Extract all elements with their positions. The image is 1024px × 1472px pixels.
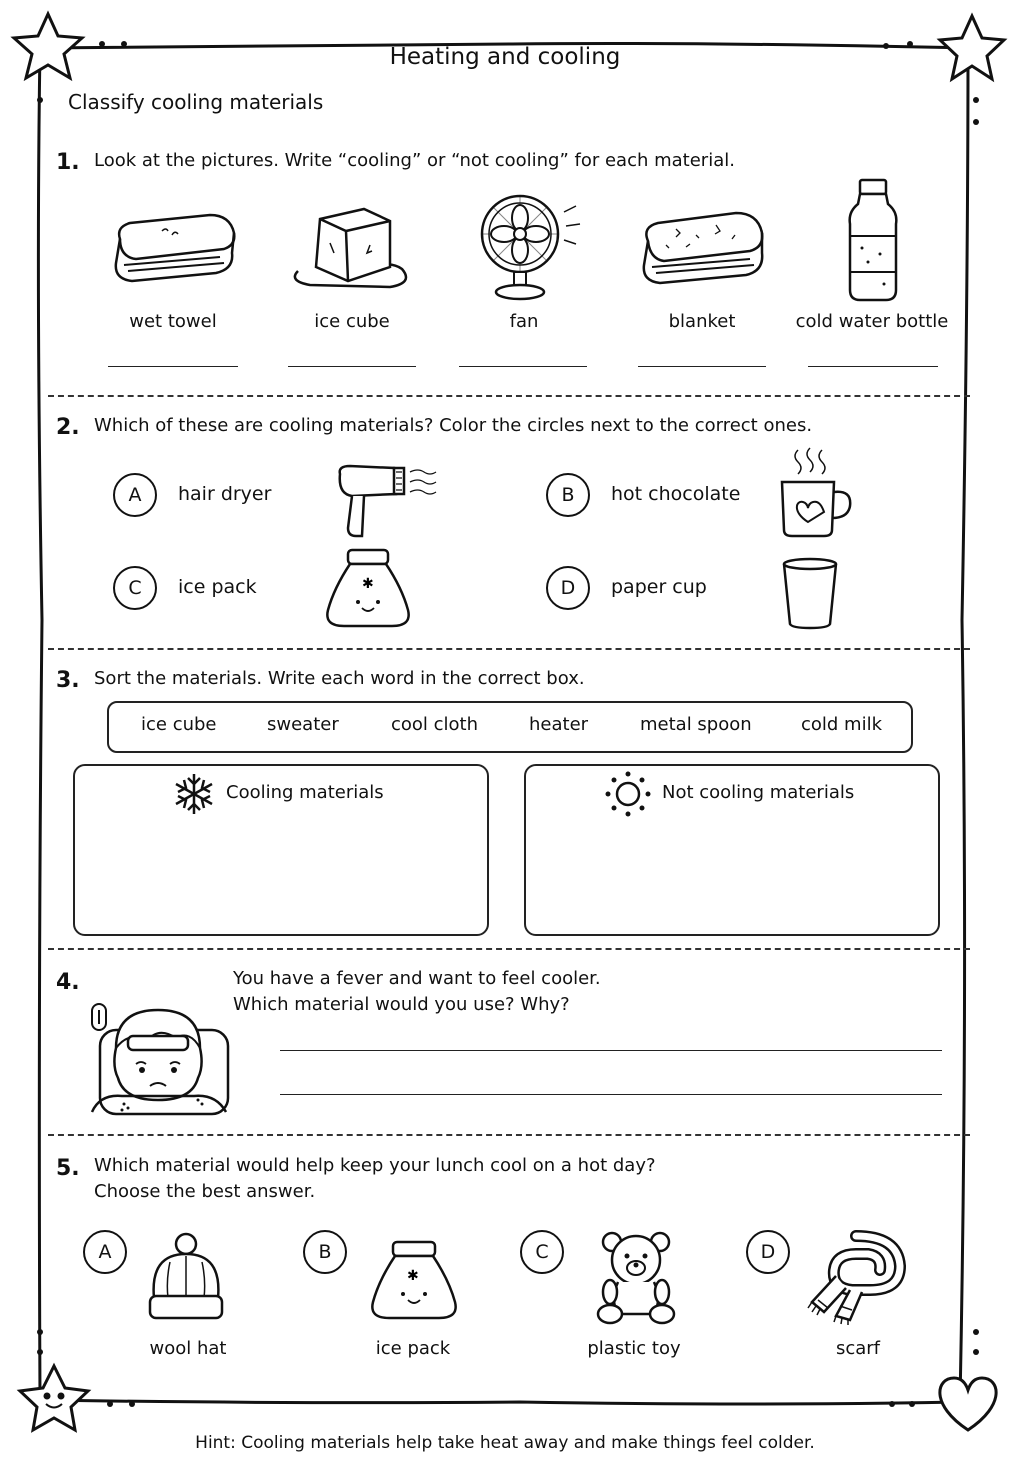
option-circle-c[interactable]: C xyxy=(520,1230,564,1274)
section-divider xyxy=(48,648,970,650)
word-bank-item[interactable]: cold milk xyxy=(801,714,883,735)
word-bank-item[interactable]: metal spoon xyxy=(640,714,752,735)
option-circle-d[interactable]: D xyxy=(546,566,590,610)
option-label: scarf xyxy=(835,1338,881,1359)
section-divider xyxy=(48,948,970,950)
material-label: wet towel xyxy=(129,311,217,332)
snowflake-icon xyxy=(174,772,214,816)
word-bank xyxy=(107,701,913,753)
answer-line[interactable] xyxy=(280,1094,942,1095)
sun-icon xyxy=(604,770,652,818)
blanket-icon xyxy=(636,205,768,295)
option-circle-d[interactable]: D xyxy=(746,1230,790,1274)
question-1-text: Look at the pictures. Write “cooling” or “not cooling” for each material. xyxy=(94,150,735,171)
svg-text:✱: ✱ xyxy=(407,1268,419,1284)
question-3-text: Sort the materials. Write each word in the correct box. xyxy=(94,668,585,689)
scarf-icon xyxy=(806,1230,906,1322)
section-divider xyxy=(48,395,970,397)
question-2-number: 2. xyxy=(56,415,80,440)
word-bank-item[interactable]: heater xyxy=(529,714,589,735)
word-bank-item[interactable]: sweater xyxy=(267,714,339,735)
question-3-number: 3. xyxy=(56,668,80,693)
not-cooling-box-title: Not cooling materials xyxy=(662,782,855,803)
hair-dryer-icon xyxy=(334,462,436,540)
question-4-line2: Which material would you use? Why? xyxy=(233,994,570,1015)
section-divider xyxy=(48,1134,970,1136)
sick-child-icon xyxy=(86,1000,236,1116)
word-bank-item[interactable]: ice cube xyxy=(141,714,217,735)
option-label: wool hat xyxy=(149,1338,227,1359)
option-label: hair dryer xyxy=(178,483,272,505)
worksheet-subtitle: Classify cooling materials xyxy=(68,90,324,114)
hint-text: Hint: Cooling materials help take heat away and make things feel colder. xyxy=(195,1433,815,1453)
answer-line[interactable] xyxy=(280,1050,942,1051)
answer-line[interactable] xyxy=(108,366,238,367)
question-2-text: Which of these are cooling materials? Color the circles next to the correct ones. xyxy=(94,415,813,436)
material-label: cold water bottle xyxy=(795,311,949,332)
ice-pack-icon xyxy=(324,548,412,630)
question-1-number: 1. xyxy=(56,150,80,175)
hot-mug-icon xyxy=(778,446,858,540)
word-bank-item[interactable]: cool cloth xyxy=(391,714,479,735)
answer-line[interactable] xyxy=(808,366,938,367)
material-label: fan xyxy=(509,311,539,332)
worksheet-title: Heating and cooling xyxy=(389,44,621,70)
option-circle-b[interactable]: B xyxy=(546,473,590,517)
option-label: plastic toy xyxy=(587,1338,681,1359)
question-5-number: 5. xyxy=(56,1156,80,1181)
question-5-line2: Choose the best answer. xyxy=(94,1181,316,1202)
answer-line[interactable] xyxy=(288,366,416,367)
option-circle-a[interactable]: A xyxy=(83,1230,127,1274)
material-label: ice cube xyxy=(314,311,390,332)
ice-cube-icon xyxy=(290,205,414,297)
cooling-box-title: Cooling materials xyxy=(226,782,384,803)
option-label: ice pack xyxy=(375,1338,451,1359)
water-bottle-icon xyxy=(846,178,900,304)
answer-line[interactable] xyxy=(638,366,766,367)
answer-line[interactable] xyxy=(459,366,587,367)
ice-pack-icon xyxy=(369,1238,459,1324)
option-circle-c[interactable]: C xyxy=(113,566,157,610)
question-5-line1: Which material would help keep your lunch cool on a hot day? xyxy=(94,1155,656,1176)
option-label: ice pack xyxy=(178,576,257,598)
material-label: blanket xyxy=(668,311,736,332)
option-label: hot chocolate xyxy=(611,483,741,505)
teddy-bear-icon xyxy=(596,1230,676,1326)
fan-icon xyxy=(476,190,586,302)
paper-cup-icon xyxy=(782,556,840,630)
option-label: paper cup xyxy=(611,576,707,598)
question-4-number: 4. xyxy=(56,970,80,995)
option-circle-a[interactable]: A xyxy=(113,473,157,517)
folded-towel-icon xyxy=(106,205,238,295)
svg-text:✱: ✱ xyxy=(362,576,374,592)
wool-hat-icon xyxy=(146,1232,226,1324)
option-circle-b[interactable]: B xyxy=(303,1230,347,1274)
question-4-line1: You have a fever and want to feel cooler. xyxy=(233,968,601,989)
